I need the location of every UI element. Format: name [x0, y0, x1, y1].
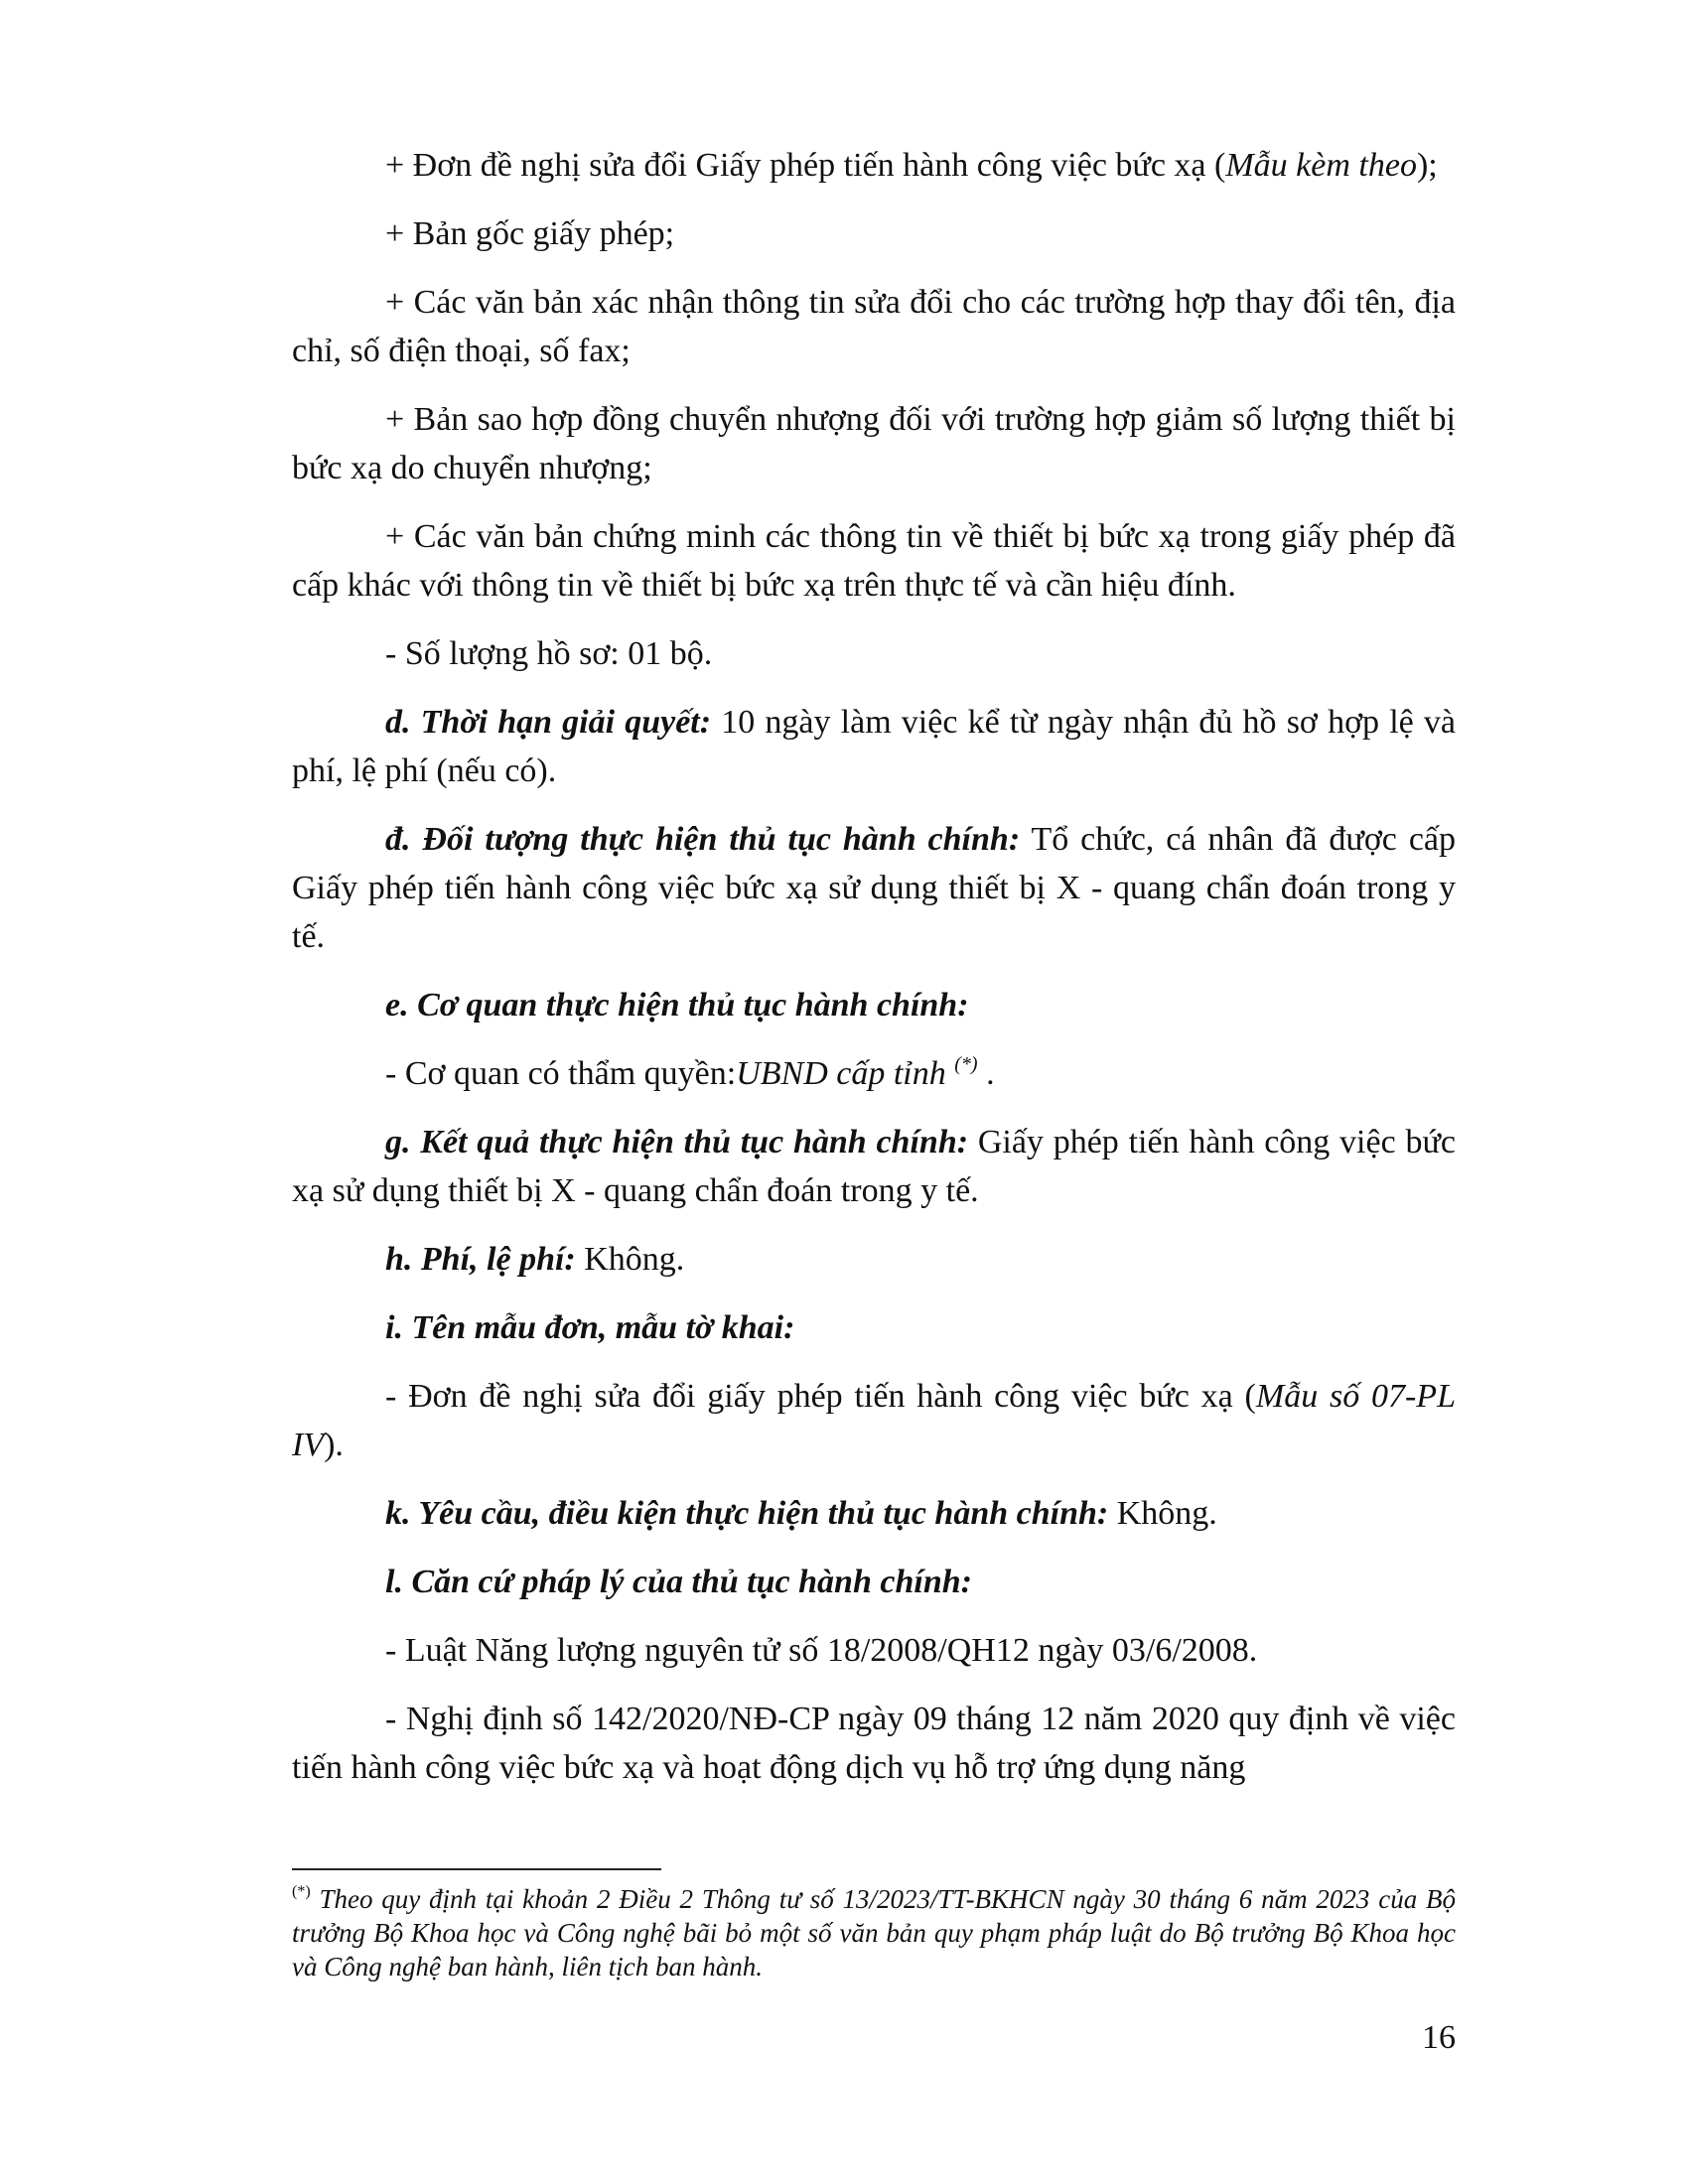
section-l-item-2: - Nghị định số 142/2020/NĐ-CP ngày 09 tháng 12 năm 2020 quy định về việc tiến hành công việc bức xạ và hoạt động dịch vụ hỗ trợ ứng dụng năng [292, 1701, 1456, 1786]
body-text [292, 141, 1456, 1812]
section-i-item [292, 1372, 1456, 1469]
section-dd [292, 815, 1456, 961]
text: ); [1416, 147, 1438, 184]
page-number: 16 [1422, 2019, 1456, 2056]
paragraph-proof-docs: + Các văn bản chứng minh các thông tin về thiết bị bức xạ trong giấy phép đã cấp khác với thông tin về thiết bị bức xạ trên thực tế và cần hiệu đính. [292, 518, 1456, 604]
text: - Cơ quan có thẩm quyền: [385, 1055, 737, 1092]
text: - Đơn đề nghị sửa đổi giấy phép tiến hành công việc bức xạ ( [385, 1378, 1256, 1415]
section-l-item-1: - Luật Năng lượng nguyên tử số 18/2008/QH12 ngày 03/6/2008. [385, 1632, 1258, 1669]
paragraph-application-form [292, 141, 1456, 190]
italic-text: UBND cấp tỉnh [736, 1055, 946, 1092]
text: ). [324, 1427, 344, 1463]
section-e-item [292, 1049, 1456, 1098]
section-heading: i. Tên mẫu đơn, mẫu tờ khai: [385, 1309, 795, 1346]
section-heading: d. Thời hạn giải quyết: [385, 704, 712, 741]
italic-text: Mẫu kèm theo [1225, 147, 1417, 184]
section-e [292, 981, 1456, 1029]
paragraph-dossier-count: - Số lượng hồ sơ: 01 bộ. [385, 635, 713, 672]
paragraph-original-license: + Bản gốc giấy phép; [385, 215, 675, 252]
section-heading: đ. Đối tượng thực hiện thủ tục hành chính: [385, 821, 1021, 858]
footnote-marker: (*) [292, 1883, 311, 1900]
section-heading: k. Yêu cầu, điều kiện thực hiện thủ tục hành chính: [385, 1495, 1109, 1532]
text: + Đơn đề nghị sửa đổi Giấy phép tiến hành công việc bức xạ ( [385, 147, 1226, 184]
italic-text: Mẫu số 07-PL IV [292, 1378, 1456, 1463]
footnote-separator [292, 1868, 661, 1870]
section-heading: l. Căn cứ pháp lý của thủ tục hành chính: [385, 1564, 972, 1600]
section-heading: e. Cơ quan thực hiện thủ tục hành chính: [385, 987, 969, 1024]
section-g [292, 1118, 1456, 1215]
text: Không. [575, 1241, 685, 1278]
paragraph-confirmation-docs: + Các văn bản xác nhận thông tin sửa đổi cho các trường hợp thay đổi tên, địa chỉ, số điện thoại, số fax; [292, 284, 1456, 369]
text: Không. [1108, 1495, 1217, 1532]
footnote-marker[interactable]: (*) [954, 1052, 978, 1075]
text: 10 ngày làm việc kể từ ngày nhận đủ hồ sơ hợp lệ và phí, lệ phí (nếu có). [292, 704, 1456, 789]
section-heading: g. Kết quả thực hiện thủ tục hành chính: [385, 1124, 969, 1160]
section-d [292, 698, 1456, 795]
text: Tổ chức, cá nhân đã được cấp Giấy phép tiến hành công việc bức xạ sử dụng thiết bị X - quang chẩn đoán trong y tế. [292, 821, 1457, 955]
section-h [292, 1235, 1456, 1284]
section-l [292, 1558, 1456, 1606]
section-k [292, 1489, 1456, 1538]
footnote [292, 1882, 1456, 1983]
section-i [292, 1303, 1456, 1352]
paragraph-transfer-contract: + Bản sao hợp đồng chuyển nhượng đối với trường hợp giảm số lượng thiết bị bức xạ do chuyển nhượng; [292, 401, 1456, 486]
section-heading: h. Phí, lệ phí: [385, 1241, 576, 1278]
text: Giấy phép tiến hành công việc bức xạ sử dụng thiết bị X - quang chẩn đoán trong y tế. [292, 1124, 1456, 1209]
text: . [977, 1055, 995, 1092]
footnote-text: Theo quy định tại khoản 2 Điều 2 Thông tư số 13/2023/TT-BKHCN ngày 30 tháng 6 năm 2023 của Bộ trưởng Bộ Khoa học và Công nghệ bãi bỏ một số văn bản quy phạm pháp luật do Bộ trưởng Bộ Khoa học và Công nghệ ban hành, liên tịch ban hành. [292, 1884, 1456, 1981]
